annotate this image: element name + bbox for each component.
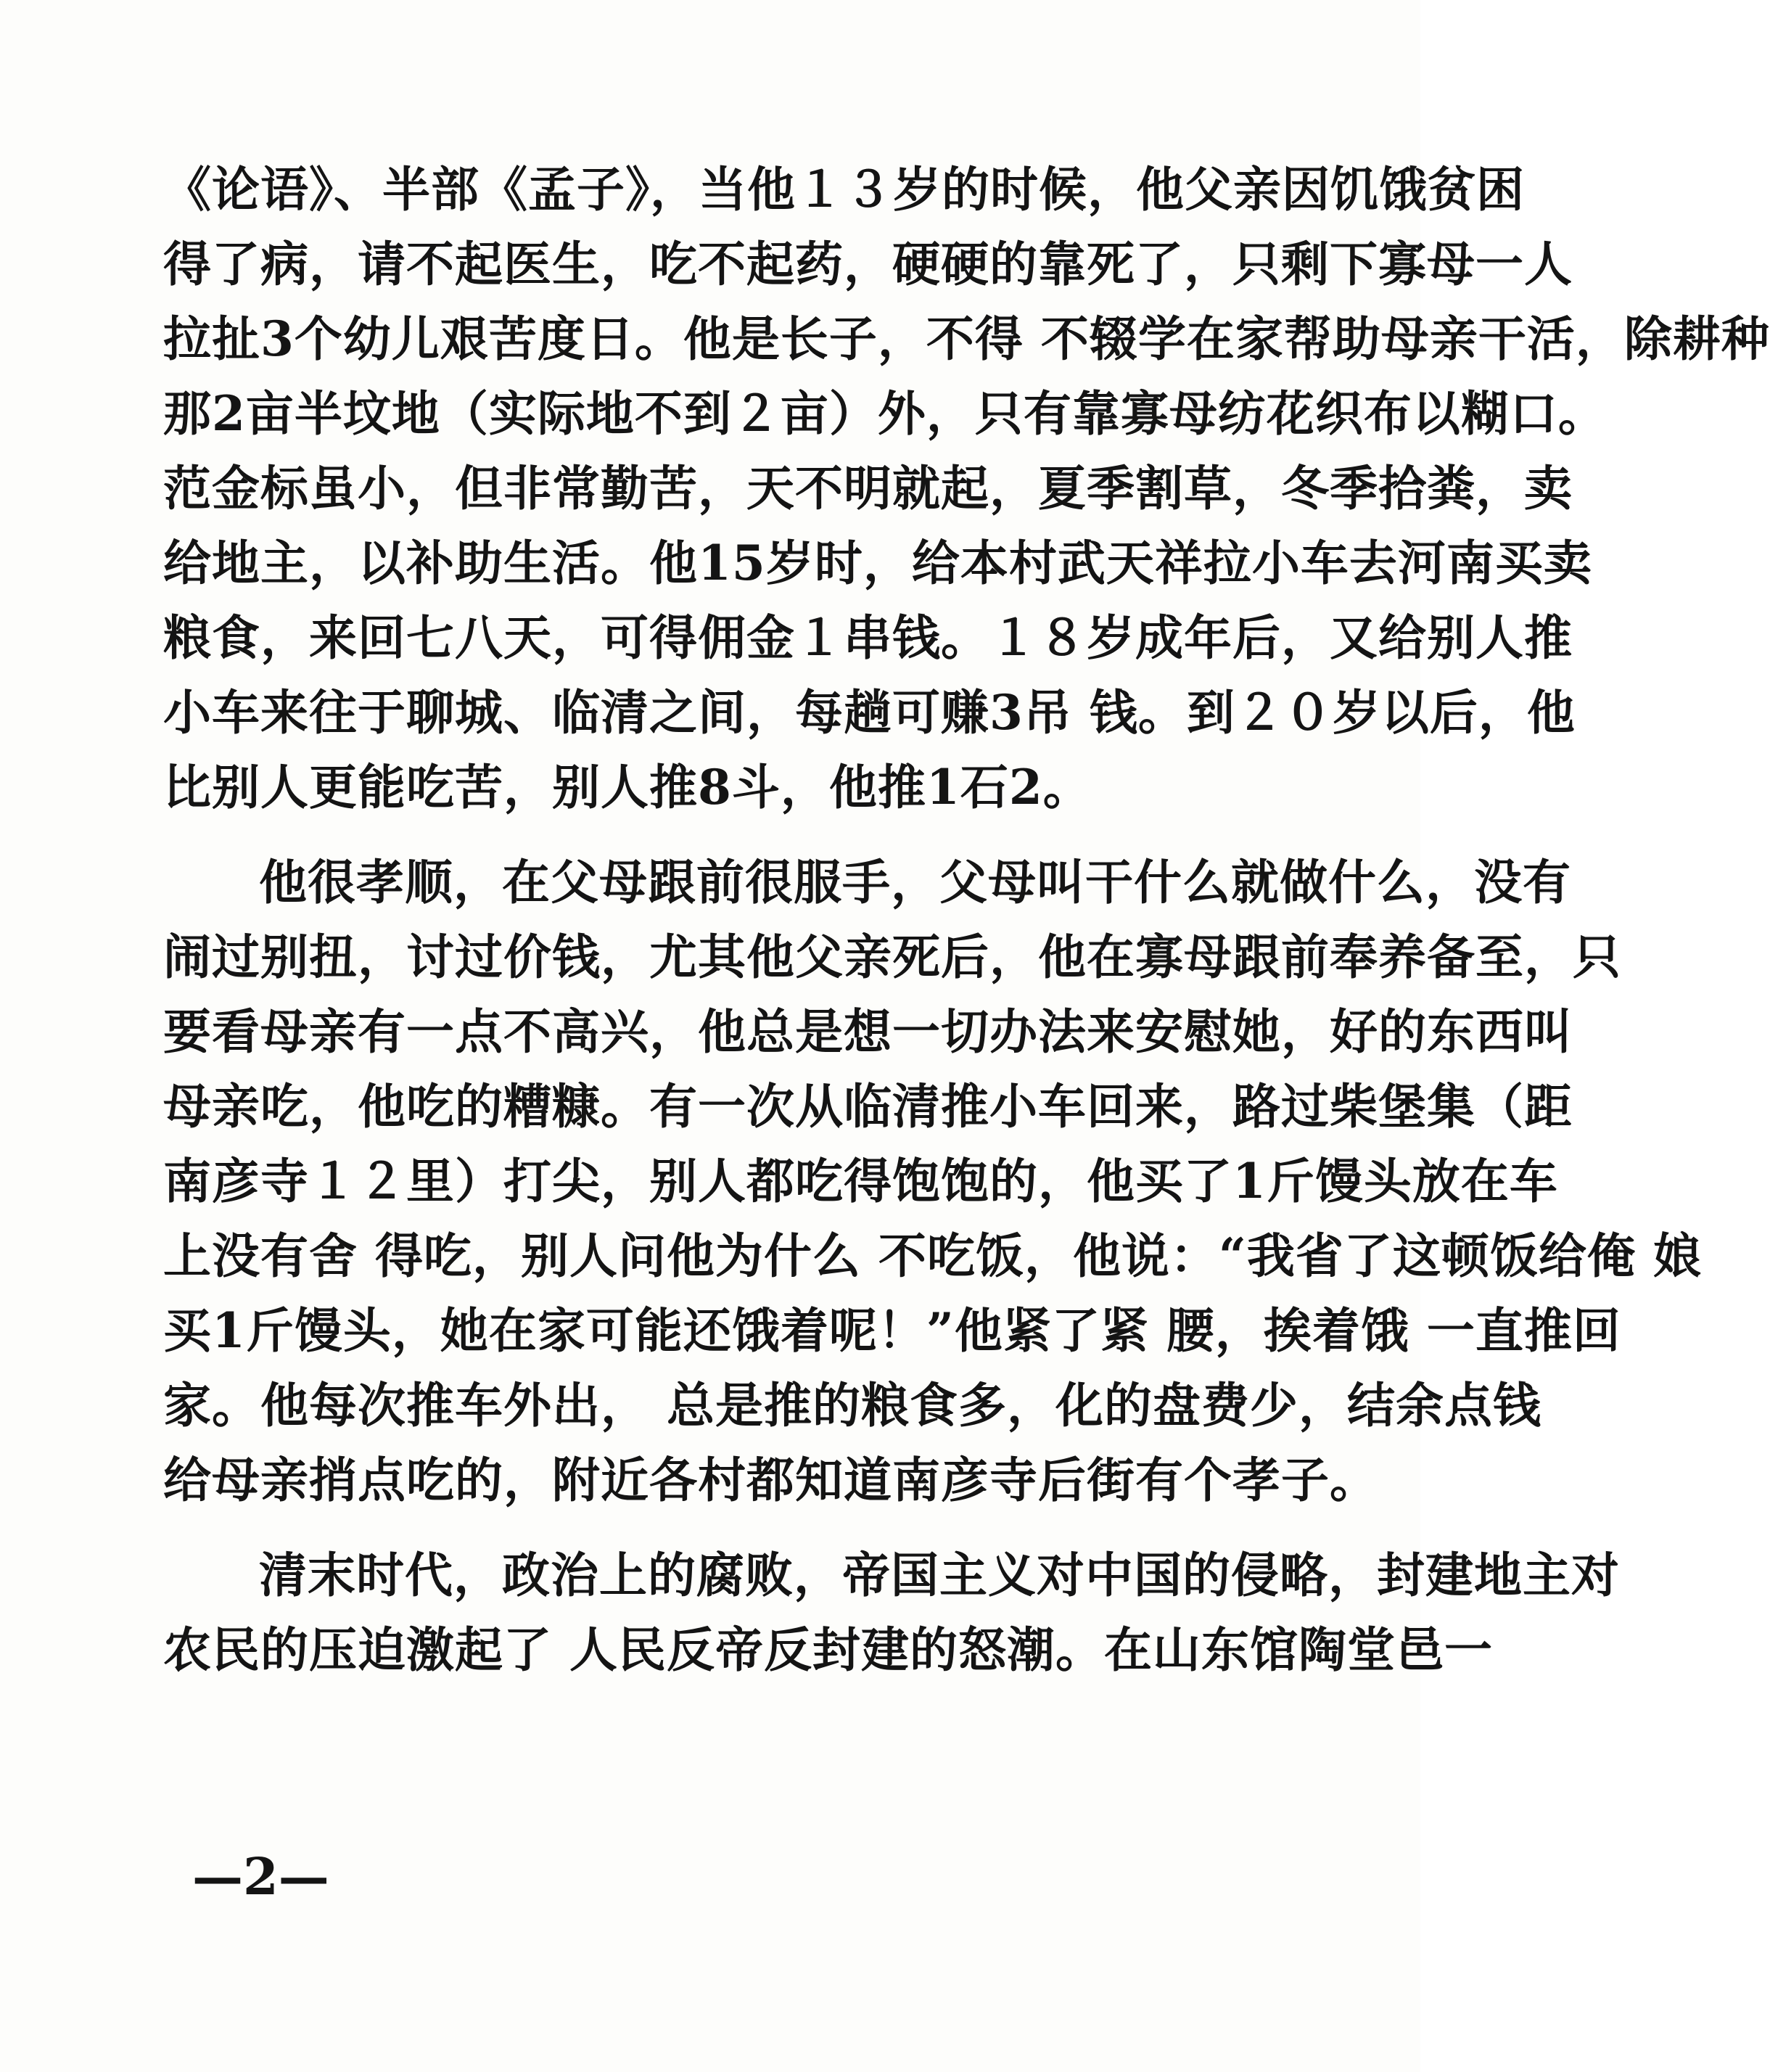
page-number: —2—	[192, 1846, 329, 1907]
text-line: 拉扯3个幼儿艰苦度日。他是长子，不得 不辍学在家帮助母亲干活，除耕种	[163, 311, 1770, 367]
text-line: 给地主，以补助生活。他15岁时，给本村武天祥拉小车去河南买卖	[163, 535, 1592, 591]
text-line: 比别人更能吃苦，别人推8斗，他推1石2。	[163, 759, 1092, 815]
text-line: 范金标虽小，但非常勤苦，天不明就起，夏季割草，冬季拾粪，卖	[163, 460, 1573, 517]
text-line: 《论语》、半部《孟子》，当他１３岁的时候，他父亲因饥饿贫困	[163, 161, 1525, 218]
paragraph-1	[163, 152, 1770, 825]
text-line: 小车来往于聊城、临清之间，每趟可赚3吊 钱。到２０岁以后，他	[163, 684, 1576, 741]
paragraph-2	[163, 845, 1702, 1518]
text-line: 那2亩半坟地（实际地不到２亩）外，只有靠寡母纺花织布以糊口。	[163, 385, 1607, 442]
text-line: 给母亲捎点吃的，附近各村都知道南彦寺后街有个孝子。	[163, 1452, 1378, 1508]
text-line: 他很孝顺，在父母跟前很服手，父母叫干什么就做什么，没有	[259, 854, 1571, 910]
text-line: 要看母亲有一点不高兴，他总是想一切办法来安慰她，好的东西叫	[163, 1003, 1573, 1060]
text-line: 粮食，来回七八天，可得佣金１串钱。１８岁成年后，又给别人推	[163, 609, 1573, 666]
text-line: 家。他每次推车外出， 总是推的粮食多，化的盘费少，结余点钱	[163, 1377, 1541, 1434]
text-line: 得了病，请不起医生，吃不起药，硬硬的靠死了，只剩下寡母一人	[163, 236, 1573, 292]
paragraph-gap	[163, 1518, 1266, 1538]
paragraph-gap	[163, 825, 1266, 845]
body-text	[163, 152, 1770, 1687]
text-line: 南彦寺１２里）打尖，别人都吃得饱饱的，他买了1斤馒头放在车	[163, 1153, 1558, 1209]
text-line: 母亲吃，他吃的糟糠。有一次从临清推小车回来，路过柴堡集（距	[163, 1078, 1573, 1135]
text-line: 买1斤馒头，她在家可能还饿着呢！”他紧了紧 腰，挨着饿 一直推回	[163, 1302, 1621, 1359]
text-line: 清末时代，政治上的腐败，帝国主义对中国的侵略，封建地主对	[259, 1547, 1620, 1603]
text-line: 农民的压迫激起了 人民反帝反封建的怒潮。在山东馆陶堂邑一	[163, 1621, 1493, 1678]
text-line: 闹过别扭，讨过价钱，尤其他父亲死后，他在寡母跟前奉养备至，只	[163, 929, 1621, 985]
paragraph-3	[163, 1538, 1620, 1687]
text-line: 上没有舍 得吃，别人问他为什么 不吃饭，他说：“我省了这顿饭给俺 娘	[163, 1228, 1702, 1284]
